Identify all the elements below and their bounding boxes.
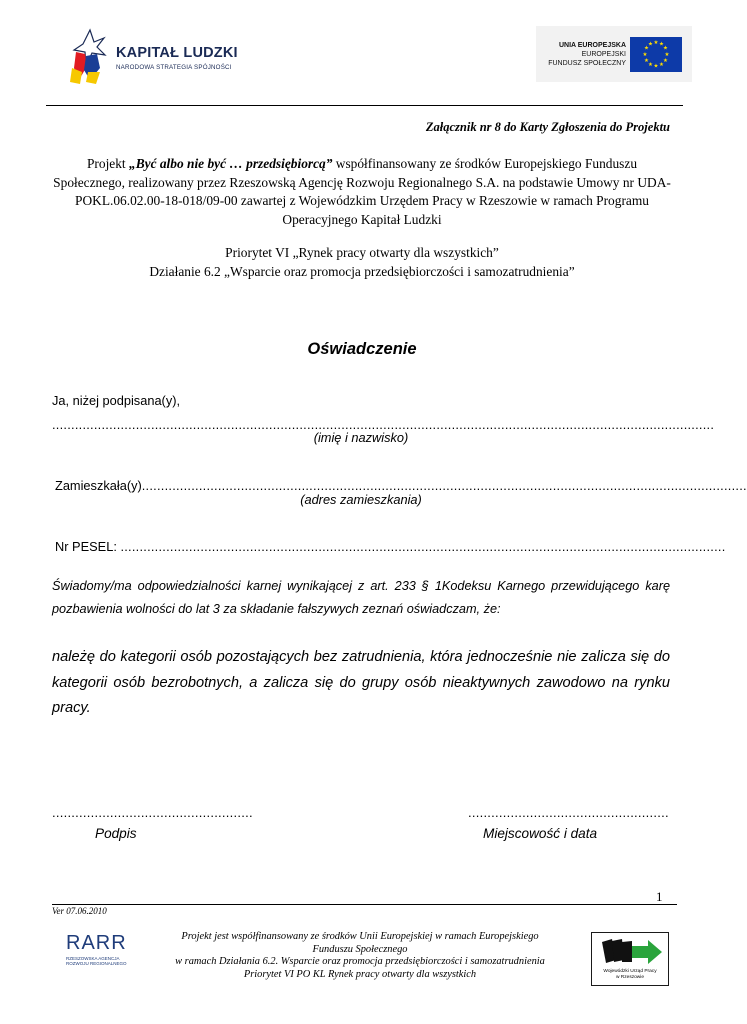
eu-line-3: FUNDUSZ SPOŁECZNY: [548, 60, 626, 67]
footer-line-4: Priorytet VI PO KL Rynek pracy otwarty dla wszystkich: [243, 968, 477, 980]
priority-line: Priorytet VI „Rynek pracy otwarty dla wszystkich”: [225, 245, 499, 260]
rarr-sub-line-2: ROZWOJU REGIONALNEGO: [66, 961, 127, 967]
declaration-text: należę do kategorii osób pozostających bez zatrudnienia, która jednocześnie nie zalicza się do kategorii osób bezrobotnych, a zalicza się do grupy osób nieaktywnych zawodowo na rynku pracy.: [52, 649, 670, 716]
place-date-field[interactable]: ....................................................: [468, 805, 669, 820]
eu-flag-icon: [630, 37, 682, 72]
annex-label: Załącznik nr 8 do Karty Zgłoszenia do Projektu: [425, 120, 670, 134]
address-label: Zamieszkała(y): [55, 478, 142, 493]
rarr-subtitle: [66, 956, 127, 966]
action-line: Działanie 6.2 „Wsparcie oraz promocja przedsiębiorczości i samozatrudnienia”: [149, 263, 575, 279]
intro-rest: współfinansowany ze środków Europejskiego Funduszu Społecznego, realizowany przez Rzeszowską Agencję Rozwoju Regionalnego S.A. na podstawie Umowy nr UDA-POKL.06.02.00-18-018/09-00 zawartej z Wojewódzkim Urzędem Pracy w Rzeszowie w ramach Programu Operacyjnego Kapitał Ludzki: [53, 156, 671, 227]
rarr-logo: [62, 930, 132, 970]
version-label: Ver 07.06.2010: [52, 906, 107, 916]
header-divider: [46, 105, 683, 106]
pesel-field[interactable]: ...............................................................................................................................................................: [120, 539, 726, 554]
footer-line-1: Projekt jest współfinansowany ze środków Unii Europejskiej w ramach Europejskiego: [181, 931, 539, 942]
kapital-ludzki-logo: [70, 28, 240, 84]
svg-text:★: ★: [653, 40, 659, 46]
page-number: 1: [656, 889, 663, 904]
intro-prefix: Projekt: [86, 156, 129, 171]
address-field[interactable]: ...............................................................................................................................................................: [141, 478, 747, 493]
svg-text:★: ★: [648, 62, 653, 68]
svg-text:★: ★: [644, 45, 649, 52]
svg-text:★: ★: [663, 58, 668, 64]
footer-line-3: w ramach Działania 6.2. Wsparcie oraz promocja przedsiębiorczości i samozatrudnienia: [175, 956, 545, 968]
svg-text:★: ★: [644, 58, 649, 64]
footer-line-2: Funduszu Społecznego: [312, 943, 408, 955]
project-name: „Być albo nie być … przedsiębiorcą”: [129, 156, 333, 171]
place-date-label: Miejscowość i data: [483, 826, 598, 841]
priority-block: [52, 244, 672, 281]
wup-line-2: w Rzeszowie: [616, 974, 644, 980]
wup-cards-arrow-icon: [596, 936, 664, 968]
address-row: [55, 478, 747, 493]
wup-line-1: Wojewódzki Urząd Pracy: [603, 969, 657, 974]
eu-logo-text: [536, 41, 626, 68]
wup-logo: [591, 932, 669, 986]
svg-text:★: ★: [659, 41, 664, 48]
name-caption: (imię i nazwisko): [313, 430, 409, 445]
svg-text:★: ★: [664, 52, 670, 58]
eu-logo: [536, 26, 692, 82]
rarr-title: RARR: [66, 932, 127, 954]
signature-label: Podpis: [95, 826, 137, 841]
name-field[interactable]: ..............................................................................................................................................................................: [52, 417, 715, 432]
project-intro: [52, 155, 672, 229]
signature-field[interactable]: ....................................................: [52, 805, 253, 820]
address-caption: (adres zamieszkania): [300, 492, 422, 507]
svg-text:★: ★: [653, 63, 659, 70]
eu-line-2: EUROPEJSKI: [581, 51, 626, 58]
svg-text:★: ★: [659, 62, 664, 68]
kapital-ludzki-title: KAPITAŁ LUDZKI: [116, 45, 238, 61]
rarr-sub-line-1: RZESZOWSKA AGENCJA: [66, 956, 120, 961]
statement-heading: Oświadczenie: [307, 340, 417, 358]
svg-text:★: ★: [663, 45, 668, 52]
svg-text:★: ★: [648, 41, 653, 48]
criminal-liability-notice: Świadomy/ma odpowiedzialności karnej wynikającej z art. 233 § 1Kodeksu Karnego przewidującego karę pozbawienia wolności do lat 3 za składanie fałszywych zeznań oświadczam, że:: [52, 579, 670, 616]
footer-divider: [52, 904, 677, 905]
footer-funding-note: [150, 931, 570, 981]
svg-text:★: ★: [642, 52, 648, 58]
signed-label: Ja, niżej podpisana(y),: [52, 393, 181, 408]
kapital-ludzki-subtitle: NARODOWA STRATEGIA SPÓJNOŚCI: [116, 64, 232, 71]
pesel-row: [55, 539, 726, 554]
wup-label: [592, 969, 668, 980]
kapital-ludzki-star-icon: [70, 28, 106, 84]
eu-line-1: UNIA EUROPEJSKA: [558, 42, 626, 49]
pesel-label: Nr PESEL:: [55, 539, 121, 554]
